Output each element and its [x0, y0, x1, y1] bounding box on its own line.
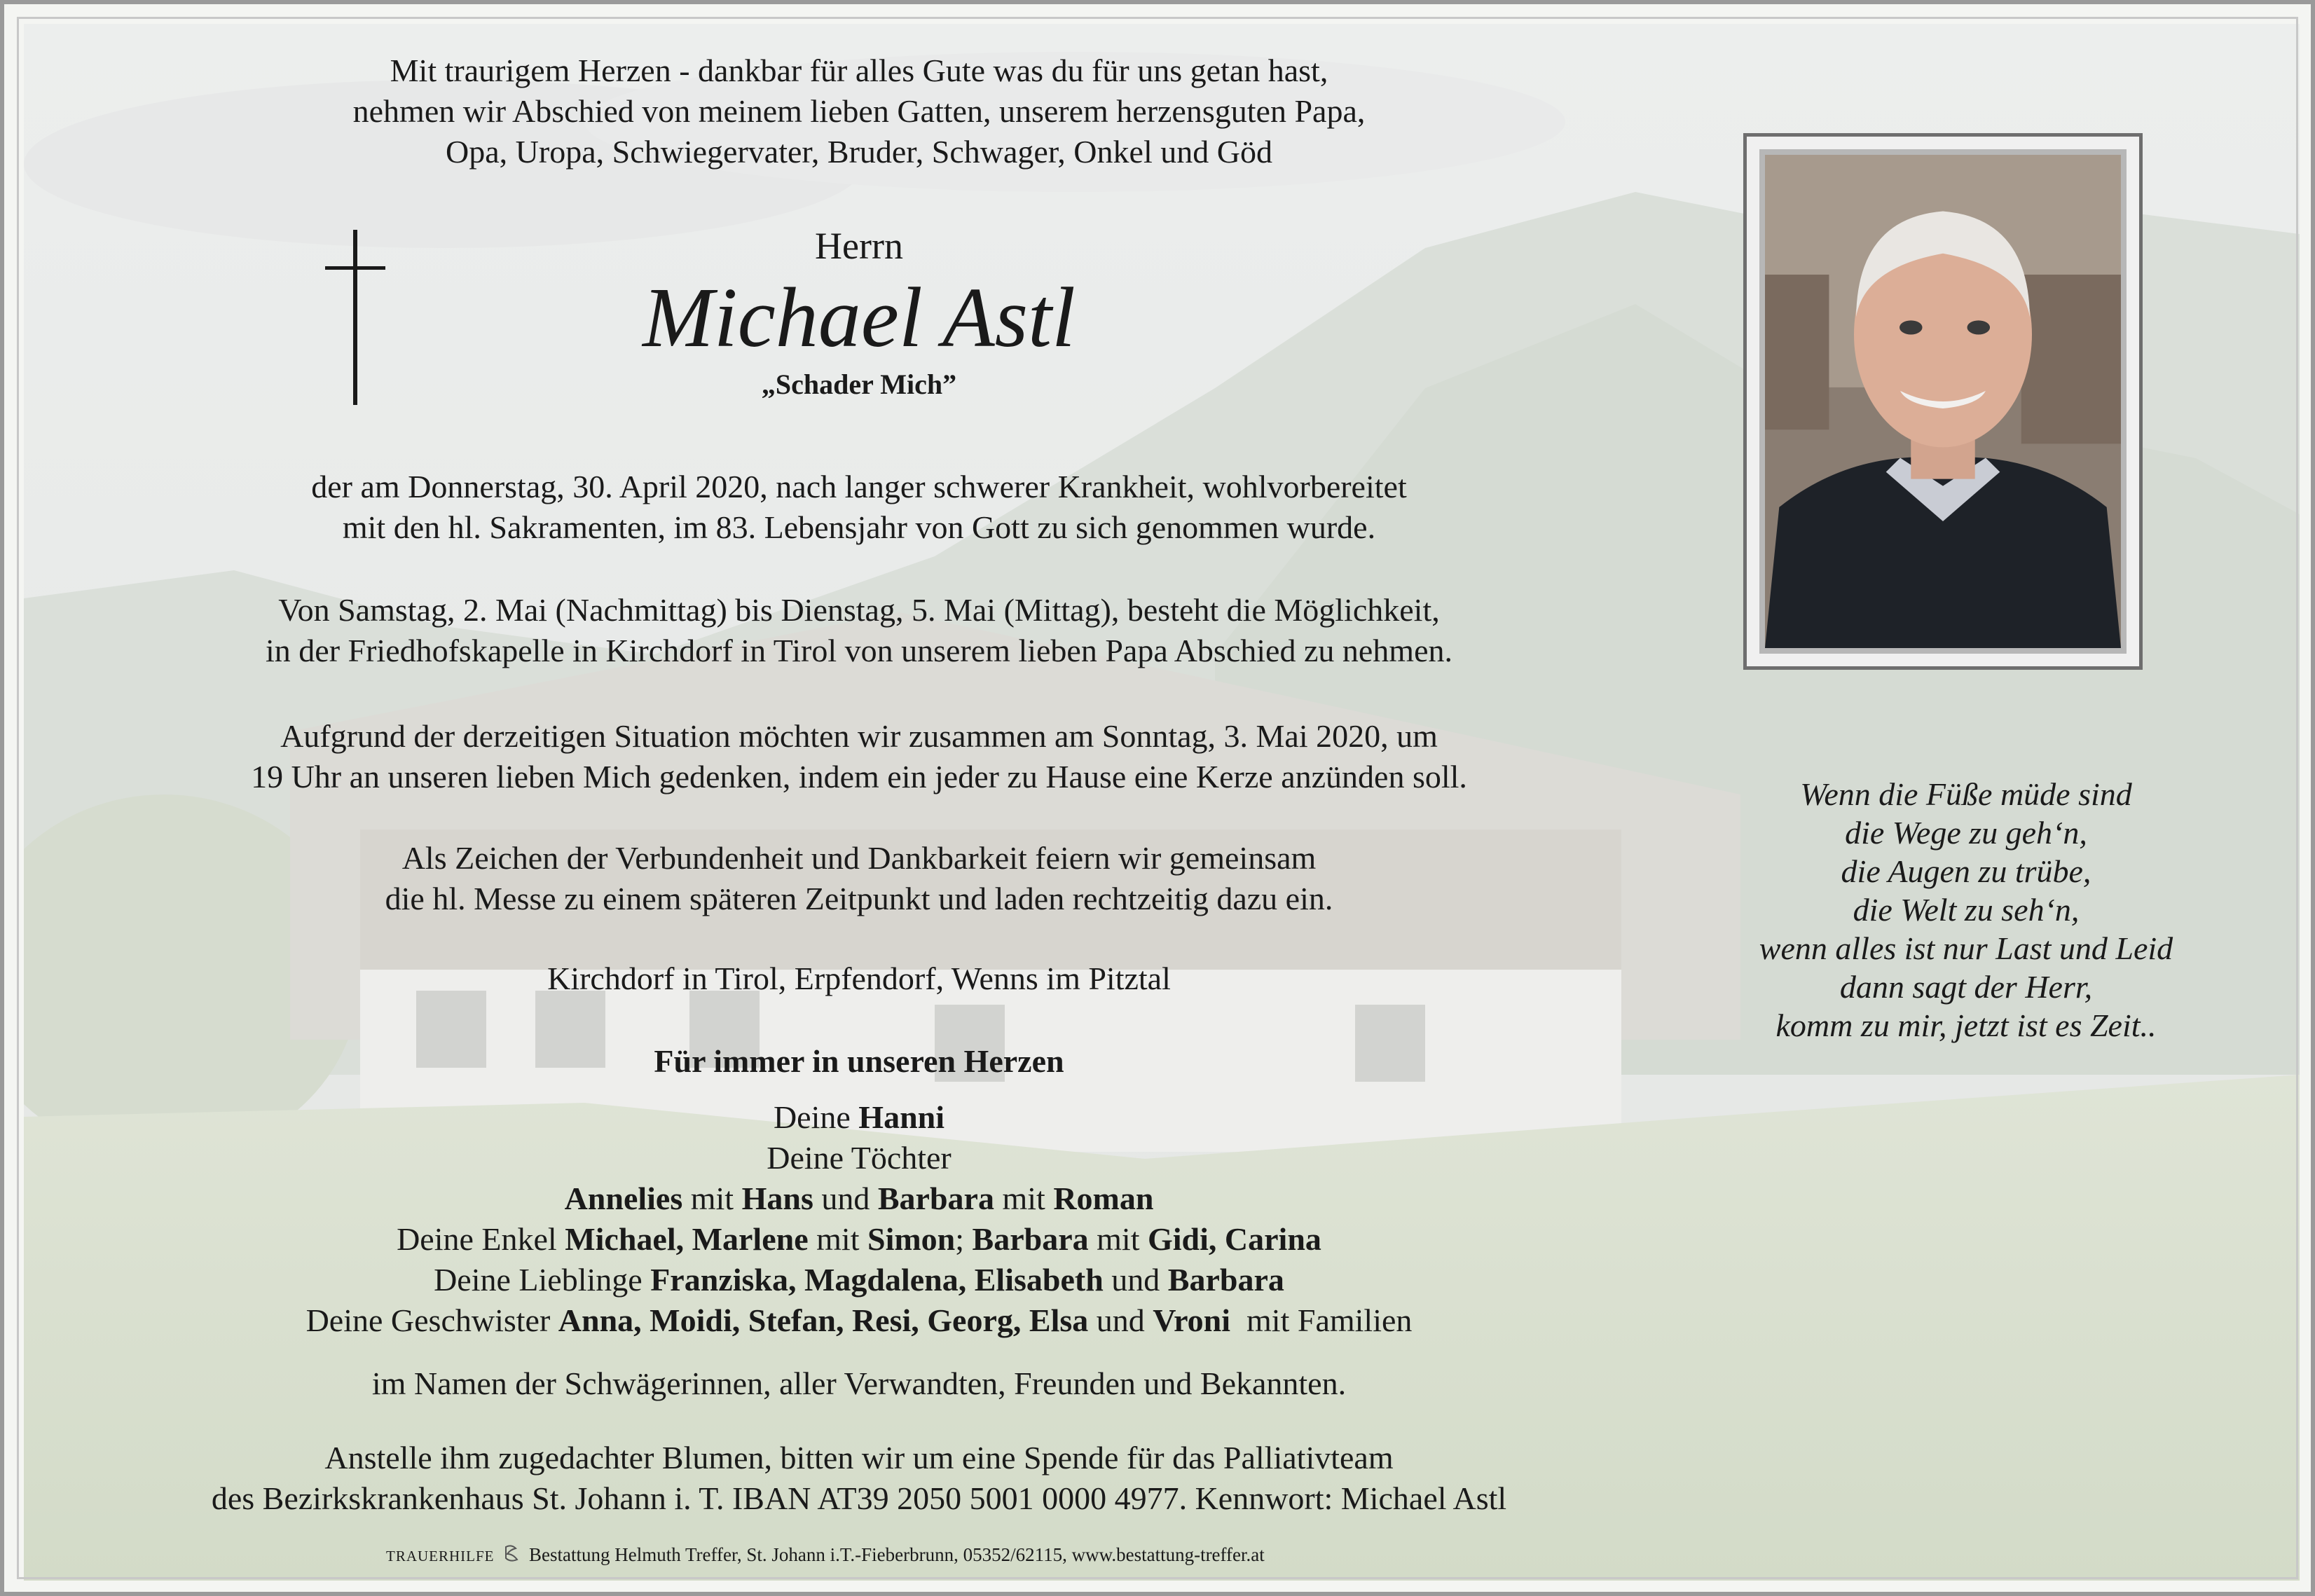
donation-line-1: Anstelle ihm zugedachter Blumen, bitten wir um eine Spende für das Palliativteam — [324, 1440, 1394, 1475]
family-siblings: Deine Geschwister Anna, Moidi, Stefan, Resi, Georg, Elsa und Vroni mit Familien — [305, 1302, 1413, 1338]
mass-info — [4, 838, 1714, 919]
death-line-1: der am Donnerstag, 30. April 2020, nach langer schwerer Krankheit, wohlvorbereitet — [311, 469, 1407, 504]
relatives: im Namen der Schwägerinnen, aller Verwandten, Freunden und Bekannten. — [371, 1365, 1347, 1401]
mass-line-1: Als Zeichen der Verbundenheit und Dankbarkeit feiern wir gemeinsam — [401, 840, 1317, 876]
donation-info — [4, 1438, 1714, 1519]
intro-line-1: Mit traurigem Herzen - dankbar für alles Gute was du für uns getan hast, — [390, 53, 1328, 88]
deceased-name: Michael Astl — [643, 270, 1076, 365]
honorific: Herrn — [815, 225, 903, 267]
intro-text — [4, 50, 1714, 172]
poem-line: die Welt zu seh‘n, — [1853, 892, 2080, 928]
footer — [386, 1544, 1265, 1566]
poem-line: wenn alles ist nur Last und Leid — [1759, 930, 2173, 966]
intro-line-3: Opa, Uropa, Schwiegervater, Bruder, Schwager, Onkel und Göd — [446, 134, 1272, 170]
portrait-icon — [1765, 155, 2121, 648]
candle-line-2: 19 Uhr an unseren lieben Mich gedenken, indem ein jeder zu Hause eine Kerze anzünden soll. — [251, 759, 1467, 794]
viewing-line-2: in der Friedhofskapelle in Kirchdorf in Tirol von unserem lieben Papa Abschied zu nehmen. — [266, 633, 1452, 668]
places: Kirchdorf in Tirol, Erpfendorf, Wenns im Pitztal — [547, 961, 1171, 996]
mass-line-2: die hl. Messe zu einem späteren Zeitpunkt und laden rechtzeitig dazu ein. — [385, 881, 1333, 916]
forever-heading: Für immer in unseren Herzen — [654, 1043, 1064, 1079]
poem — [1686, 775, 2246, 1045]
poem-line: Wenn die Füße müde sind — [1800, 776, 2132, 812]
footer-text: Bestattung Helmuth Treffer, St. Johann i.T.-Fieberbrunn, 05352/62115, www.bestattung-treffer.at — [529, 1544, 1265, 1565]
family-daughters-label: Deine Töchter — [767, 1140, 952, 1176]
poem-line: die Wege zu geh‘n, — [1845, 815, 2087, 851]
family-wife: Deine Hanni — [773, 1099, 945, 1135]
donation-line-2: des Bezirkskrankenhaus St. Johann i. T. IBAN AT39 2050 5001 0000 4977. Kennwort: Michael Astl — [211, 1480, 1507, 1516]
family-list — [4, 1097, 1714, 1341]
portrait-photo — [1759, 149, 2127, 654]
candle-line-1: Aufgrund der derzeitigen Situation möchten wir zusammen am Sonntag, 3. Mai 2020, um — [280, 718, 1438, 754]
viewing-line-1: Von Samstag, 2. Mai (Nachmittag) bis Dienstag, 5. Mai (Mittag), besteht die Möglichkeit, — [278, 592, 1440, 628]
portrait-photo-frame — [1743, 133, 2143, 670]
viewing-info — [4, 590, 1714, 671]
family-favorites: Deine Lieblinge Franziska, Magdalena, Elisabeth und Barbara — [434, 1262, 1284, 1298]
poem-line: dann sagt der Herr, — [1839, 969, 2093, 1005]
name-block — [4, 221, 1714, 404]
poem-line: komm zu mir, jetzt ist es Zeit.. — [1775, 1007, 2157, 1043]
intro-line-2: nehmen wir Abschied von meinem lieben Gatten, unserem herzensguten Papa, — [352, 93, 1366, 129]
poem-line: die Augen zu trübe, — [1841, 853, 2091, 889]
footer-brand: TRAUERHILFE — [386, 1548, 495, 1564]
nickname: „Schader Mich” — [761, 369, 957, 400]
death-info — [4, 467, 1714, 548]
trauerhilfe-logo-icon — [503, 1544, 520, 1565]
death-line-2: mit den hl. Sakramenten, im 83. Lebensjahr von Gott zu sich genommen wurde. — [342, 509, 1376, 545]
family-grandchildren: Deine Enkel Michael, Marlene mit Simon; Barbara mit Gidi, Carina — [397, 1221, 1321, 1257]
family-daughters: Annelies mit Hans und Barbara mit Roman — [564, 1181, 1154, 1216]
candle-info — [4, 716, 1714, 797]
